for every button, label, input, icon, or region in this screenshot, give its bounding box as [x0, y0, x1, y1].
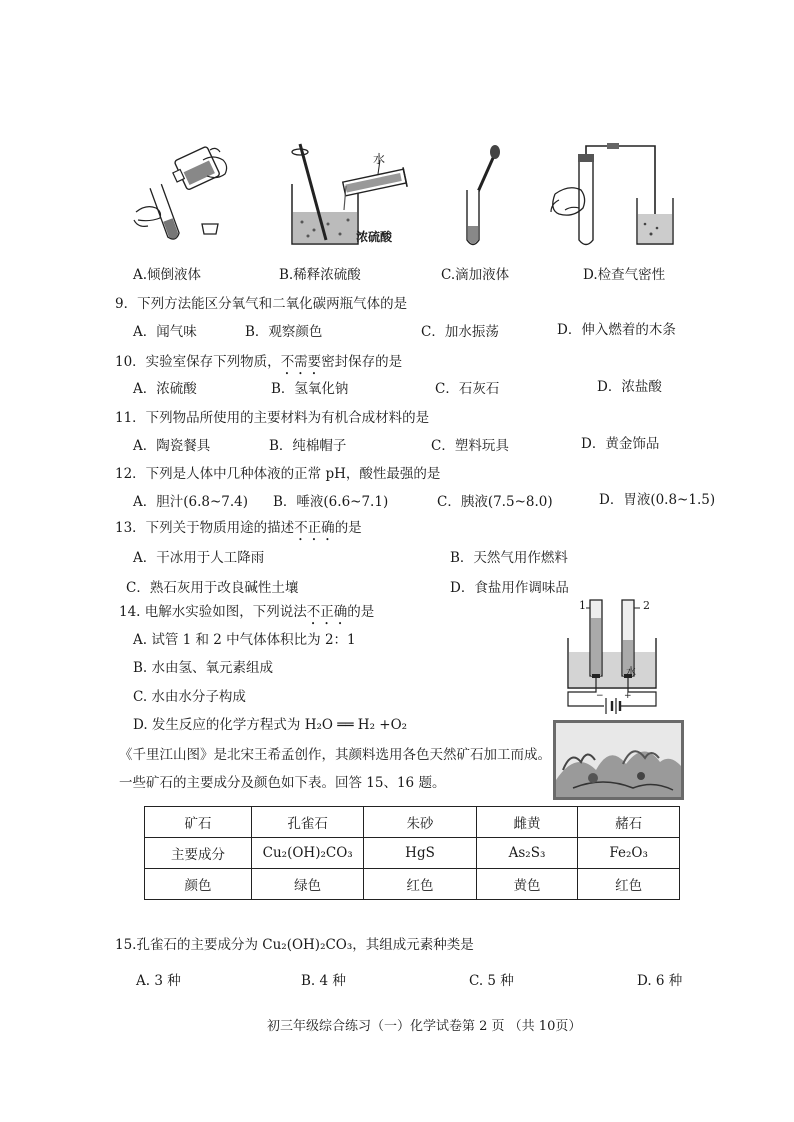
table-cell: Fe₂O₃	[578, 838, 680, 869]
table-cell: 主要成分	[145, 838, 252, 869]
q14-stem-emphasis: 不正确	[306, 604, 348, 620]
table-cell: 孔雀石	[252, 807, 364, 838]
q15-stem: 15.孔雀石的主要成分为 Cu₂(OH)₂CO₃，其组成元素种类是	[115, 937, 474, 953]
table-cell: 黄色	[476, 869, 578, 900]
page-footer: 初三年级综合练习（一）化学试卷第 2 页 （共 10页）	[267, 1019, 582, 1034]
q10-stem-post: 密封保存的是	[321, 354, 403, 370]
q14-option-b[interactable]: B. 水由氢、氧元素组成	[133, 660, 274, 676]
tube-1-label: 1	[579, 599, 586, 612]
q9-option-b[interactable]: B．观察颜色	[245, 324, 323, 340]
intro-line-1: 《千里江山图》是北宋王希孟创作，其颜料选用各色天然矿石加工而成。	[119, 747, 551, 763]
q10-option-c[interactable]: C．石灰石	[435, 381, 500, 397]
q12-stem: 12．下列是人体中几种体液的正常 pH，酸性最强的是	[115, 466, 441, 482]
q9-stem: 9．下列方法能区分氧气和二氧化碳两瓶气体的是	[115, 296, 408, 312]
q14-stem-pre: 14. 电解水实验如图，下列说法	[119, 604, 307, 620]
q10-option-a[interactable]: A．浓硫酸	[133, 381, 197, 397]
q14-stem-post: 的是	[347, 604, 375, 620]
tube-2-label: 2	[643, 599, 650, 612]
table-cell: 朱砂	[364, 807, 476, 838]
painting-image	[553, 720, 684, 800]
q15-option-b[interactable]: B. 4 种	[301, 973, 346, 989]
table-cell: As₂S₃	[476, 838, 578, 869]
q15-option-a[interactable]: A. 3 种	[136, 973, 181, 989]
figure-checking-airtightness	[545, 140, 675, 252]
q10-stem-pre: 10．实验室保存下列物质，	[115, 354, 281, 370]
table-cell: 红色	[364, 869, 476, 900]
acid-label: 浓硫酸	[356, 230, 393, 244]
q11-stem: 11．下列物品所使用的主要材料为有机合成材料的是	[115, 410, 430, 426]
q15-option-c[interactable]: C. 5 种	[469, 973, 514, 989]
water-label: 水	[373, 152, 386, 166]
svg-text:−: −	[596, 691, 604, 701]
q10-stem	[115, 350, 402, 378]
q10-option-b[interactable]: B．氢氧化钠	[271, 381, 349, 397]
q13-stem-emphasis: 不正确	[294, 520, 335, 536]
q13-option-c[interactable]: C．熟石灰用于改良碱性土壤	[126, 580, 299, 596]
table-row	[145, 807, 680, 838]
table-cell: Cu₂(OH)₂CO₃	[252, 838, 364, 869]
q8-option-b[interactable]: B.稀释浓硫酸	[279, 267, 361, 283]
q11-option-b[interactable]: B．纯棉帽子	[269, 438, 347, 454]
intro-line-2: 一些矿石的主要成分及颜色如下表。回答 15、16 题。	[119, 775, 446, 791]
q12-option-d[interactable]: D．胃液(0.8~1.5)	[599, 492, 716, 508]
q13-option-a[interactable]: A．干冰用于人工降雨	[133, 550, 265, 566]
q14-option-a[interactable]: A. 试管 1 和 2 中气体体积比为 2：1	[133, 632, 356, 648]
q13-stem-pre: 13．下列关于物质用途的描述	[115, 520, 295, 536]
figure-diluting-acid	[282, 140, 422, 252]
table-cell: 雌黄	[476, 807, 578, 838]
q8-option-d[interactable]: D.检查气密性	[583, 267, 666, 283]
q11-option-a[interactable]: A．陶瓷餐具	[133, 438, 211, 454]
q12-option-b[interactable]: B．唾液(6.6~7.1)	[273, 494, 389, 510]
q15-option-d[interactable]: D. 6 种	[637, 973, 683, 989]
table-cell: HgS	[364, 838, 476, 869]
mineral-table	[144, 806, 680, 900]
figure-water-electrolysis	[560, 596, 670, 716]
q11-option-d[interactable]: D．黄金饰品	[581, 436, 660, 452]
q8-option-c[interactable]: C.滴加液体	[441, 267, 510, 283]
q14-option-c[interactable]: C. 水由水分子构成	[133, 689, 246, 705]
q11-option-c[interactable]: C．塑料玩具	[431, 438, 509, 454]
figure-dropping-liquid	[455, 140, 515, 252]
table-cell: 赭石	[578, 807, 680, 838]
figure-pouring-liquid	[128, 140, 238, 252]
q8-option-a[interactable]: A.倾倒液体	[133, 267, 202, 283]
q14-option-d[interactable]: D. 发生反应的化学方程式为 H₂O ══ H₂ +O₂	[133, 717, 408, 733]
table-cell: 绿色	[252, 869, 364, 900]
q13-stem-post: 的是	[334, 520, 362, 536]
q13-option-b[interactable]: B．天然气用作燃料	[450, 550, 568, 566]
q9-option-a[interactable]: A．闻气味	[133, 324, 197, 340]
q12-option-c[interactable]: C．胰液(7.5~8.0)	[437, 494, 553, 510]
q9-option-d[interactable]: D．伸入燃着的木条	[557, 322, 676, 338]
q13-option-d[interactable]: D．食盐用作调味品	[450, 580, 569, 596]
q10-option-d[interactable]: D．浓盐酸	[597, 379, 662, 395]
table-row	[145, 869, 680, 900]
q9-option-c[interactable]: C．加水振荡	[421, 324, 499, 340]
table-row	[145, 838, 680, 869]
table-cell: 矿石	[145, 807, 252, 838]
table-cell: 红色	[578, 869, 680, 900]
q13-stem	[115, 516, 362, 544]
q12-option-a[interactable]: A．胆汁(6.8~7.4)	[133, 494, 249, 510]
q10-stem-emphasis: 不需要	[280, 354, 322, 370]
svg-text:+: +	[624, 691, 632, 701]
trough-water-label: 水	[626, 667, 636, 678]
q14-stem	[119, 600, 374, 628]
table-cell: 颜色	[145, 869, 252, 900]
